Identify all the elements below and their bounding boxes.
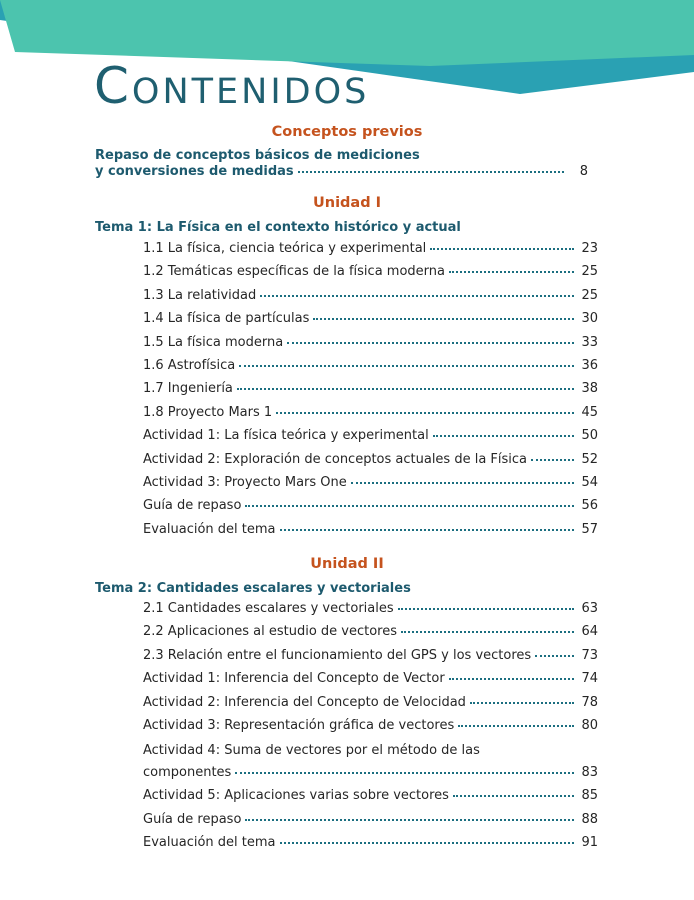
leader-dots [531,459,574,461]
toc-label: y conversiones de medidas [95,164,294,179]
toc-row[interactable] [143,522,598,542]
toc-page: 25 [581,287,598,303]
toc-page: 80 [581,718,598,733]
toc-label: 1.6 Astrofísica [143,358,236,373]
toc-page: 57 [581,521,598,537]
leader-dots [535,655,574,657]
toc-page: 83 [581,764,598,780]
toc-page: 54 [581,475,598,490]
unit-2-heading: Unidad II [310,556,384,572]
leader-dots [245,505,574,507]
toc-row[interactable] [143,381,598,401]
page-title: Contenidos [94,57,370,115]
leader-dots [398,608,574,610]
toc-row[interactable] [143,765,598,785]
leader-dots [401,631,574,633]
toc-row[interactable] [143,264,598,284]
toc-row[interactable] [143,241,598,261]
toc-label: 2.3 Relación entre el funcionamiento del GPS y los vectores [143,647,532,663]
toc-label: 1.4 La física de partículas [143,311,310,327]
toc-label: componentes [143,764,232,780]
leader-dots [449,271,574,273]
toc-page: 25 [581,264,598,280]
toc-row[interactable] [143,335,598,355]
toc-label: Actividad 2: Exploración de conceptos actuales de la Física [143,451,528,467]
toc-row[interactable] [143,428,598,448]
toc-label: Actividad 2: Inferencia del Concepto de Velocidad [143,694,466,710]
leader-dots [298,171,564,173]
toc-row[interactable] [143,695,598,715]
toc-line: Actividad 4: Suma de vectores por el método de las [143,743,480,759]
toc-row[interactable] [143,311,598,331]
toc-label: Actividad 5: Aplicaciones varias sobre vectores [143,788,449,804]
prelim-line-1: Repaso de conceptos básicos de mediciones [95,148,420,163]
unit-1-topic: Tema 1: La Física en el contexto histórico y actual [95,220,461,235]
toc-label: 1.2 Temáticas específicas de la física moderna [143,264,445,280]
toc-page: 38 [581,381,598,397]
toc-label: 2.2 Aplicaciones al estudio de vectores [143,624,398,640]
toc-label: Actividad 1: La física teórica y experimental [143,428,429,444]
leader-dots [276,412,574,414]
leader-dots [458,725,574,727]
toc-page: 33 [581,334,598,350]
leader-dots [449,678,574,680]
toc-label: 2.1 Cantidades escalares y vectoriales [143,601,394,616]
leader-dots [245,819,574,821]
toc-label: Evaluación del tema [143,835,276,850]
leader-dots [433,435,574,437]
toc-row[interactable] [143,835,598,855]
toc-page: 56 [581,498,598,514]
leader-dots [470,702,574,704]
leader-dots [260,295,574,297]
toc-label: 1.7 Ingeniería [143,381,233,397]
toc-page: 30 [581,311,598,327]
toc-label: Actividad 3: Proyecto Mars One [143,475,347,490]
toc-page: 91 [581,835,598,850]
toc-row[interactable] [143,624,598,644]
leader-dots [351,482,574,484]
toc-label: 1.8 Proyecto Mars 1 [143,404,273,420]
toc-page: 23 [581,241,598,256]
toc-label: Actividad 3: Representación gráfica de vectores [143,718,455,733]
toc-row[interactable] [143,358,598,378]
toc-page: 74 [581,671,598,687]
toc-row[interactable] [143,718,598,738]
toc-page: 8 [579,164,588,179]
leader-dots [280,529,575,531]
toc-page: 50 [581,428,598,444]
toc-label: 1.1 La física, ciencia teórica y experimental [143,241,427,256]
toc-label: 1.3 La relatividad [143,287,257,303]
toc-page: 85 [581,788,598,804]
toc-row[interactable] [143,812,598,832]
toc-label: Guía de repaso [143,498,242,514]
toc-page: 73 [581,647,598,663]
toc-page: 78 [581,694,598,710]
toc-row[interactable] [143,475,598,495]
toc-row[interactable] [143,671,598,691]
toc-page: 45 [581,404,598,420]
toc-row[interactable] [143,601,598,621]
toc-row-prelim[interactable] [95,164,588,184]
prelim-heading: Conceptos previos [271,124,423,140]
leader-dots [239,365,574,367]
toc-page: 63 [581,601,598,616]
unit-2-topic: Tema 2: Cantidades escalares y vectoriales [95,581,411,596]
leader-dots [453,795,574,797]
toc-row[interactable] [143,405,598,425]
leader-dots [313,318,574,320]
leader-dots [280,842,575,844]
toc-row[interactable] [143,452,598,472]
toc-row[interactable] [143,648,598,668]
toc-label: Guía de repaso [143,811,242,827]
toc-row[interactable] [143,498,598,518]
unit-1-heading: Unidad I [312,195,382,211]
toc-label: Evaluación del tema [143,521,276,537]
toc-label: Actividad 1: Inferencia del Concepto de Vector [143,671,445,687]
leader-dots [430,248,574,250]
toc-row[interactable] [143,788,598,808]
toc-row[interactable] [143,288,598,308]
toc-label: 1.5 La física moderna [143,334,284,350]
leader-dots [235,772,574,774]
leader-dots [237,388,574,390]
toc-page: 36 [581,358,598,373]
toc-page: 88 [581,811,598,827]
toc-page: 52 [581,451,598,467]
leader-dots [287,342,574,344]
toc-page: 64 [581,624,598,640]
